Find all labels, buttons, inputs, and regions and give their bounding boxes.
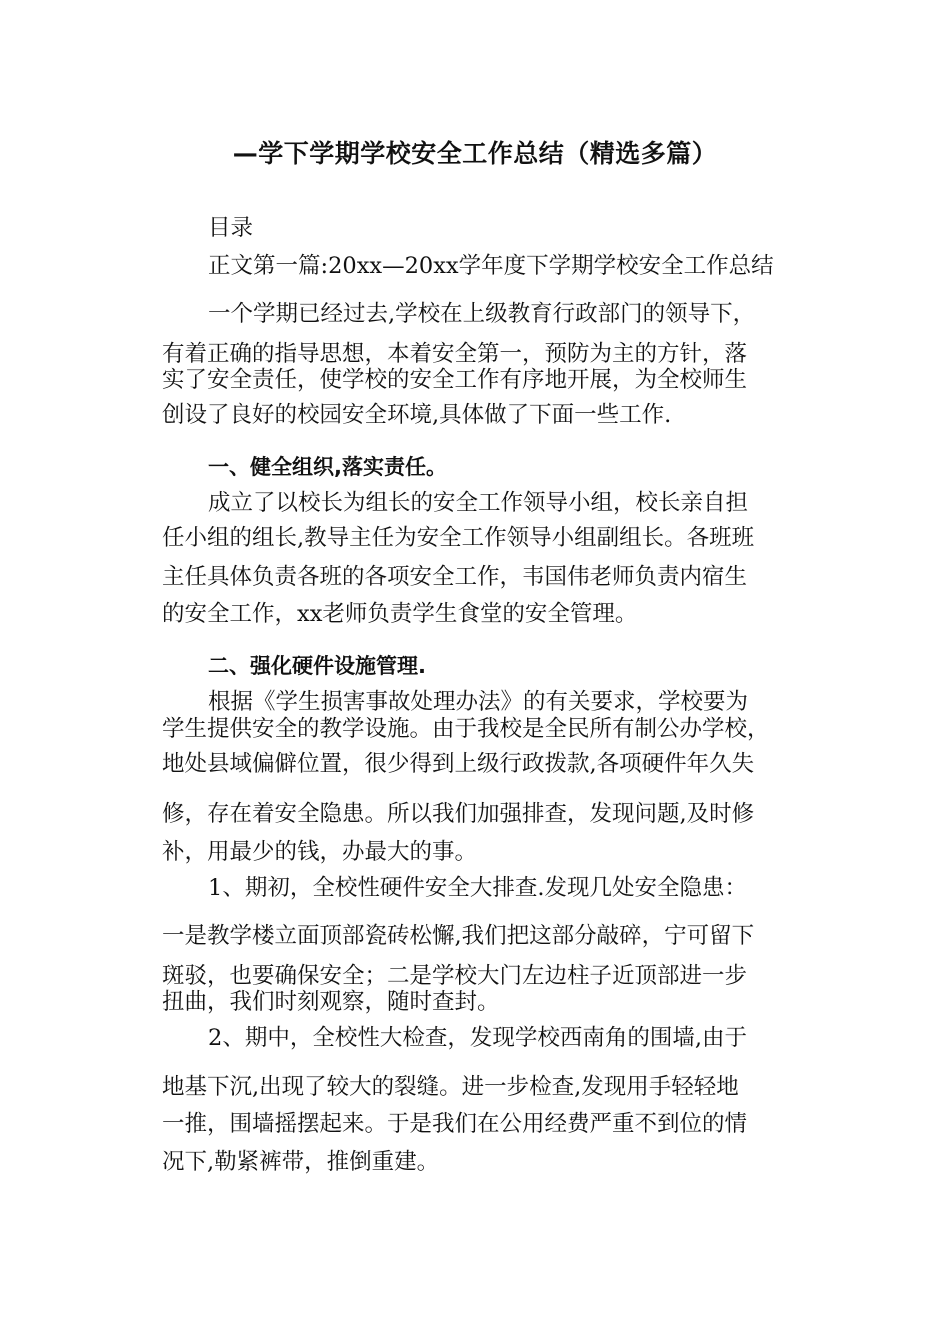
item-1-line: 斑驳，也要确保安全；二是学校大门左边柱子近顶部进一步	[162, 963, 748, 989]
item-2-line: 地基下沉,出现了较大的裂缝。进一步检查,发现用手轻轻地	[162, 1074, 739, 1100]
section-1-line: 主任具体负责各班的各项安全工作，韦国伟老师负责内宿生	[162, 564, 748, 590]
section-1-line: 任小组的组长,教导主任为安全工作领导小组副组长。各班班	[162, 525, 755, 551]
section-2-line: 修，存在着安全隐患。所以我们加强排查，发现问题,及时修	[162, 801, 755, 827]
section-1-line: 的安全工作，xx老师负责学生食堂的安全管理。	[162, 601, 638, 627]
intro-line: 一个学期已经过去,学校在上级教育行政部门的领导下，	[208, 301, 756, 327]
section-2-line: 补，用最少的钱，办最大的事。	[162, 839, 478, 865]
intro-line: 创设了良好的校园安全环境,具体做了下面一些工作.	[162, 402, 672, 428]
section-2-line: 学生提供安全的教学设施。由于我校是全民所有制公办学校，	[162, 716, 770, 742]
item-2-line: 一推，围墙摇摆起来。于是我们在公用经费严重不到位的情	[162, 1111, 748, 1137]
section-heading-2: 二、强化硬件设施管理.	[208, 654, 426, 678]
section-2-line: 根据《学生损害事故处理办法》的有关要求，学校要为	[208, 689, 749, 715]
item-2-line: 2、期中，全校性大检查，发现学校西南角的围墙,由于	[208, 1025, 747, 1051]
section-2-line: 地处县域偏僻位置，很少得到上级行政拨款,各项硬件年久失	[162, 751, 755, 777]
intro-line: 实了安全责任，使学校的安全工作有序地开展，为全校师生	[162, 367, 748, 393]
toc-entry[interactable]: 正文第一篇:20xx—20xx学年度下学期学校安全工作总结	[208, 253, 774, 279]
item-1-line: 一是教学楼立面顶部瓷砖松懈,我们把这部分敲碎，宁可留下	[162, 923, 755, 949]
section-1-line: 成立了以校长为组长的安全工作领导小组，校长亲自担	[208, 490, 749, 516]
item-1-line: 扭曲，我们时刻观察，随时查封。	[162, 989, 500, 1015]
intro-line: 有着正确的指导思想，本着安全第一，预防为主的方针，落	[162, 341, 748, 367]
item-2-line: 况下,勒紧裤带，推倒重建。	[162, 1149, 440, 1175]
toc-label: 目录	[208, 215, 254, 241]
document-title: —学下学期学校安全工作总结（精选多篇）	[232, 139, 718, 168]
section-heading-1: 一、健全组织,落实责任。	[208, 455, 447, 479]
item-1-line: 1、期初，全校性硬件安全大排查.发现几处安全隐患：	[208, 875, 747, 901]
